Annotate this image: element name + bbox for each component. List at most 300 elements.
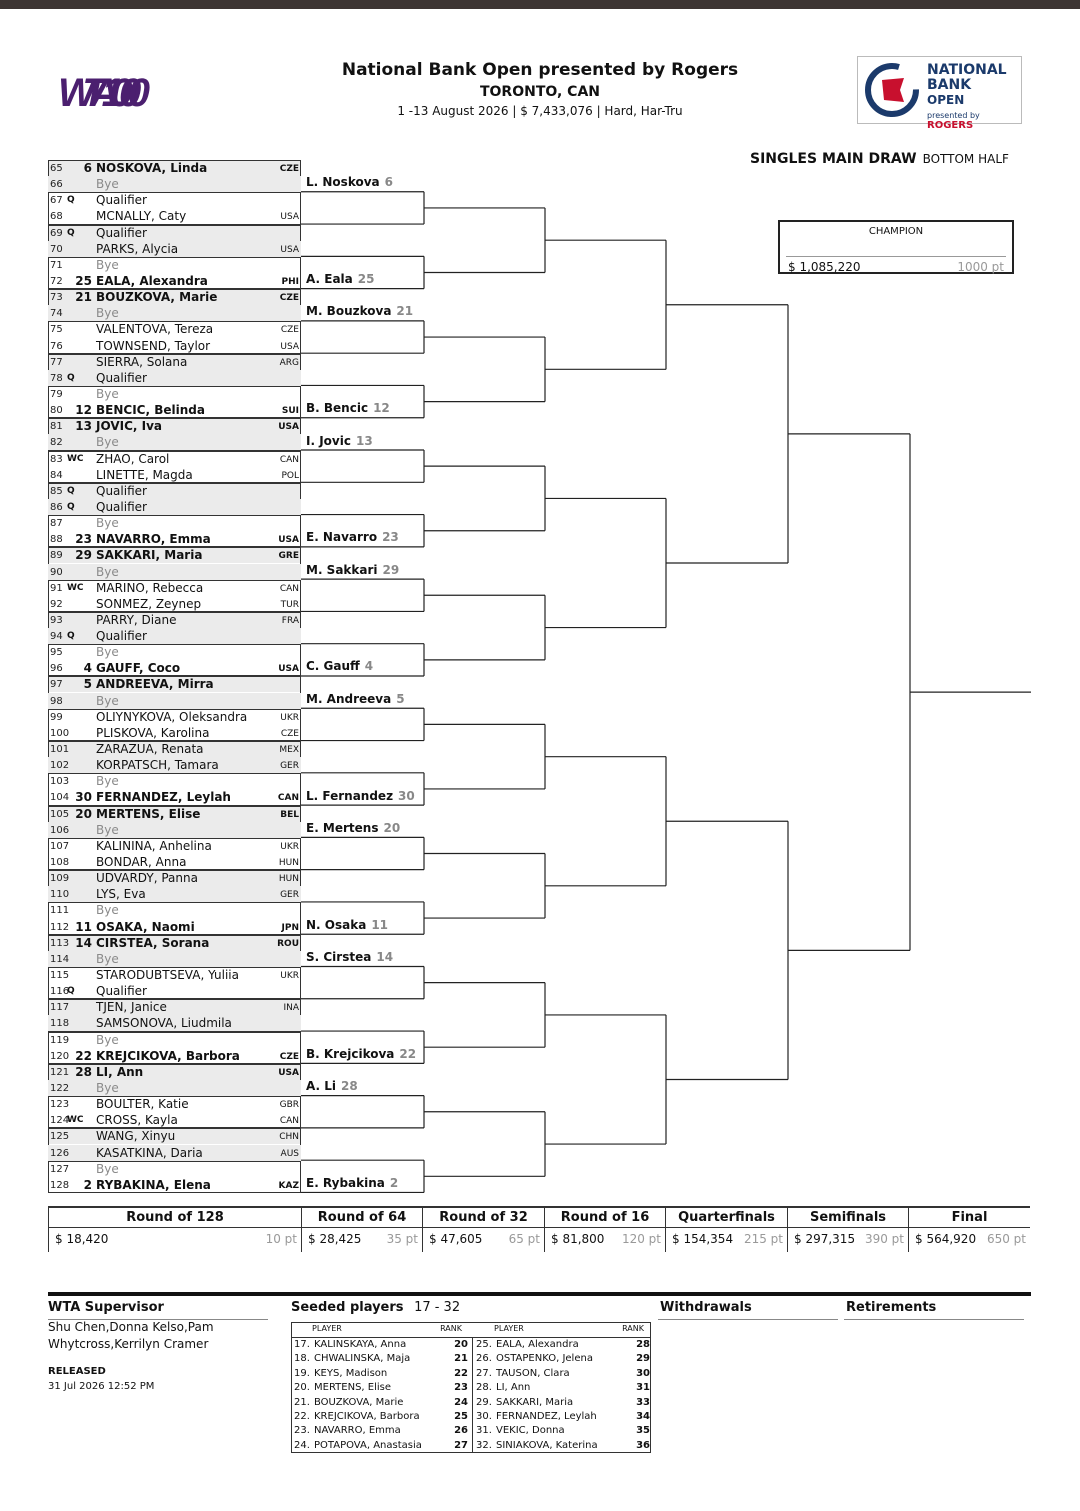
draw-position: 121 [50, 1066, 70, 1078]
round-column [665, 1206, 787, 1252]
player-name: TJEN, Janice [96, 1000, 167, 1015]
player-name: FERNANDEZ, Leylah [96, 790, 231, 805]
player-nationality: KAZ [278, 1180, 299, 1191]
seed-row [294, 1439, 468, 1453]
draw-entry [48, 305, 301, 321]
player-nationality: GER [280, 761, 299, 772]
draw-entry [48, 919, 301, 935]
player-name: Qualifier [96, 499, 147, 514]
draw-entry [48, 693, 301, 709]
r64-winner [306, 918, 388, 932]
entry-tag: WC [67, 453, 84, 464]
draw-position: 110 [50, 889, 70, 901]
player-name: VALENTOVA, Tereza [96, 322, 214, 337]
player-nationality: USA [278, 1067, 299, 1078]
entry-seed: 25 [75, 273, 92, 288]
draw-position: 87 [50, 518, 63, 530]
seed-rank: 28 [636, 1339, 650, 1350]
seed-row [294, 1352, 468, 1366]
player-nationality: GER [280, 890, 299, 901]
entry-seed: 11 [75, 919, 92, 934]
player-name: MCNALLY, Caty [96, 209, 187, 224]
withdrawals-title: Withdrawals [660, 1300, 752, 1315]
player-name: NAVARRO, Emma [96, 532, 211, 547]
winner-seed: 23 [382, 530, 399, 545]
winner-name: M. Sakkari [306, 562, 378, 577]
draw-entry [48, 886, 301, 902]
round-column [544, 1206, 665, 1252]
draw-entry [48, 725, 301, 741]
player-name: OLIYNYKOVA, Oleksandra [96, 709, 248, 724]
seed-rank: 30 [636, 1367, 650, 1379]
seed-player: CHWALINSKA, Maja [314, 1353, 411, 1365]
r64-winner [306, 530, 399, 544]
player-nationality: PHI [281, 276, 299, 287]
draw-entry [48, 176, 301, 192]
player-name: Bye [96, 951, 119, 966]
seed-row [476, 1396, 650, 1410]
winner-seed: 25 [357, 272, 375, 287]
draw-position: 75 [50, 324, 63, 336]
seed-rank: 35 [636, 1425, 650, 1437]
entry-seed: 29 [75, 548, 92, 563]
winner-seed: 11 [371, 917, 389, 932]
player-name: Qualifier [96, 370, 147, 385]
draw-position: 81 [50, 421, 63, 433]
draw-position: 114 [50, 953, 70, 965]
player-name: Bye [96, 903, 119, 918]
player-nationality: USA [278, 422, 299, 433]
winner-name: C. Gauff [306, 659, 360, 674]
seed-rank: 22 [454, 1367, 468, 1379]
draw-position: 107 [50, 840, 70, 852]
r64-winner [306, 789, 415, 803]
winner-seed: 5 [396, 691, 405, 706]
draw-position: 73 [50, 292, 63, 304]
player-nationality: UKR [280, 712, 299, 723]
player-nationality: MEX [279, 745, 299, 756]
player-nationality: CZE [280, 728, 299, 739]
seed-player: MERTENS, Elise [314, 1382, 392, 1394]
player-nationality: CAN [277, 793, 299, 804]
player-nationality: HUN [278, 858, 299, 869]
seed-row [476, 1381, 650, 1395]
seed-header-rank: RANK [440, 1324, 462, 1333]
player-nationality: GBR [279, 1100, 299, 1111]
player-name: Qualifier [96, 984, 147, 999]
player-nationality: UKR [280, 841, 299, 852]
nbo-line1: NATIONAL [927, 62, 1007, 78]
seed-row [476, 1367, 650, 1381]
seed-number: 24. [294, 1439, 310, 1451]
round-prize: $ 81,800 [551, 1232, 605, 1246]
wta-logo-text: WTA 1000 [58, 71, 150, 114]
player-nationality: INA [283, 1003, 299, 1014]
seed-header-player: PLAYER [312, 1324, 342, 1333]
player-nationality: CZE [279, 1051, 299, 1062]
nbo-line2: BANK [927, 77, 972, 93]
draw-entry [48, 628, 301, 644]
seed-row [476, 1352, 650, 1366]
draw-position: 106 [50, 824, 70, 836]
draw-position: 95 [50, 647, 63, 659]
round-prize-table [48, 1206, 1030, 1252]
seed-number: 20. [294, 1382, 310, 1394]
draw-entry [48, 338, 301, 354]
seed-row [294, 1367, 468, 1381]
draw-position: 102 [50, 760, 70, 772]
player-name: Bye [96, 822, 119, 837]
round-name: Semifinals [809, 1210, 887, 1225]
seed-player: KEYS, Madison [314, 1367, 388, 1379]
draw-half: BOTTOM HALF [922, 152, 1009, 166]
draw-position: 79 [50, 388, 63, 400]
draw-position: 128 [50, 1179, 70, 1191]
seed-rank: 33 [636, 1396, 650, 1408]
rogers-text: ROGERS [927, 120, 974, 131]
seed-number: 23. [294, 1425, 310, 1437]
player-name: SONMEZ, Zeynep [96, 596, 202, 611]
entry-tag: WC [67, 582, 84, 593]
draw-position: 74 [50, 308, 63, 320]
draw-position: 68 [50, 211, 63, 223]
player-nationality: BEL [280, 809, 299, 820]
round-name: Quarterfinals [678, 1210, 775, 1225]
draw-position: 123 [50, 1099, 70, 1111]
seed-number: 18. [294, 1353, 310, 1365]
seed-rank: 29 [636, 1353, 650, 1365]
seed-row [476, 1439, 650, 1453]
seed-number: 17. [294, 1339, 310, 1350]
player-name: ZHAO, Carol [96, 451, 170, 466]
player-name: STARODUBTSEVA, Yuliia [96, 968, 239, 982]
seed-rank: 34 [636, 1411, 650, 1422]
entry-tag: Q [67, 195, 75, 206]
round-prize: $ 47,605 [429, 1232, 483, 1246]
r64-winner [306, 401, 390, 415]
draw-position: 89 [50, 550, 63, 562]
seed-number: 30. [476, 1411, 492, 1422]
player-name: TOWNSEND, Taylor [96, 338, 211, 353]
player-nationality: CAN [279, 583, 299, 594]
entry-seed: 5 [83, 677, 92, 692]
winner-name: M. Bouzkova [306, 304, 392, 319]
player-nationality: CZE [279, 293, 299, 304]
nbo-line3: OPEN [927, 93, 965, 107]
draw-entry [48, 1145, 301, 1161]
winner-name: E. Rybakina [306, 1175, 385, 1190]
seed-row [294, 1338, 468, 1352]
player-name: Bye [96, 564, 119, 579]
r64-winner [306, 272, 374, 286]
player-name: SIERRA, Solana [96, 354, 188, 369]
winner-seed: 29 [382, 562, 400, 577]
winner-seed: 2 [389, 1175, 399, 1190]
player-nationality: CZE [279, 164, 299, 174]
draw-position: 101 [50, 744, 70, 756]
entry-seed: 14 [75, 935, 92, 950]
player-name: Bye [96, 1161, 119, 1176]
winner-seed: 21 [396, 304, 414, 319]
player-name: NOSKOVA, Linda [96, 161, 208, 175]
entry-seed: 12 [75, 403, 92, 418]
round-points: 10 pt [265, 1232, 297, 1246]
player-name: PLISKOVA, Karolina [96, 725, 210, 740]
seed-row [476, 1338, 650, 1352]
seed-rank: 36 [636, 1439, 650, 1451]
player-name: LI, Ann [96, 1064, 144, 1079]
champion-prize: $ 1,085,220 [788, 260, 861, 274]
draw-position: 126 [50, 1147, 70, 1159]
entry-tag: Q [67, 986, 75, 997]
player-name: EALA, Alexandra [96, 273, 208, 288]
player-name: KALININA, Anhelina [96, 838, 212, 853]
champion-label: CHAMPION [868, 226, 924, 237]
seed-row [294, 1424, 468, 1438]
draw-position: 77 [50, 356, 63, 368]
player-name: Qualifier [96, 483, 147, 498]
round-points: 65 pt [508, 1232, 540, 1246]
r64-winner [306, 692, 405, 706]
winner-name: E. Mertens [306, 820, 379, 835]
r64-winner [306, 434, 373, 448]
draw-entry [48, 564, 301, 580]
player-name: BONDAR, Anna [96, 855, 187, 870]
player-name: Bye [96, 386, 119, 401]
winner-name: L. Fernandez [306, 788, 394, 803]
draw-position: 127 [50, 1163, 70, 1175]
draw-position: 65 [50, 163, 63, 174]
round-name: Final [951, 1210, 988, 1225]
player-name: RYBAKINA, Elena [96, 1177, 211, 1192]
draw-entry [48, 1080, 301, 1096]
player-name: LINETTE, Magda [96, 467, 193, 482]
player-name: KASATKINA, Daria [96, 1145, 203, 1160]
seed-rank: 26 [454, 1425, 468, 1437]
entry-seed: 13 [75, 419, 92, 434]
draw-position: 124 [50, 1115, 70, 1127]
player-name: WANG, Xinyu [96, 1129, 176, 1144]
player-name: Bye [96, 1032, 119, 1047]
draw-position: 76 [50, 340, 63, 352]
seed-rank: 23 [454, 1382, 468, 1394]
draw-entry [48, 596, 301, 612]
player-name: ANDREEVA, Mirra [96, 677, 214, 692]
entry-tag: Q [67, 227, 75, 238]
player-name: Qualifier [96, 193, 147, 208]
round-prize: $ 154,354 [672, 1232, 734, 1246]
draw-position: 66 [50, 179, 63, 191]
player-nationality: HUN [278, 874, 299, 885]
round-prize: $ 564,920 [915, 1232, 977, 1246]
draw-entry [48, 208, 301, 224]
draw-position: 100 [50, 727, 70, 739]
draw-entry [48, 1177, 301, 1193]
seed-player: SINIAKOVA, Katerina [496, 1439, 598, 1451]
round-points: 390 pt [864, 1232, 904, 1246]
player-name: JOVIC, Iva [96, 419, 163, 434]
player-name: Qualifier [96, 629, 147, 644]
draw-position: 99 [50, 711, 63, 723]
seed-rank: 27 [454, 1439, 468, 1451]
winner-name: A. Eala [306, 272, 353, 287]
draw-position: 93 [50, 614, 63, 626]
winner-seed: 28 [341, 1079, 358, 1094]
player-name: Bye [96, 516, 119, 531]
entry-seed: 23 [75, 532, 92, 547]
draw-position: 69 [50, 227, 63, 239]
seed-rank: 21 [454, 1353, 468, 1365]
entry-seed: 4 [83, 661, 92, 676]
entry-seed: 22 [75, 1048, 92, 1063]
entry-tag: Q [67, 631, 75, 642]
player-nationality: USA [278, 535, 299, 546]
draw-position: 117 [50, 1002, 70, 1014]
round-column [787, 1206, 908, 1252]
player-name: KREJCIKOVA, Barbora [96, 1048, 240, 1063]
seed-player: BOUZKOVA, Marie [314, 1396, 404, 1408]
seed-player: FERNANDEZ, Leylah [496, 1411, 597, 1422]
r64-winner [306, 950, 393, 964]
draw-entry [48, 983, 301, 999]
seeded-title: Seeded players [291, 1300, 404, 1315]
winner-seed: 4 [364, 659, 374, 674]
player-name: SAKKARI, Maria [96, 548, 203, 563]
draw-position: 111 [50, 905, 70, 917]
draw-position: 78 [50, 372, 63, 384]
round-points: 35 pt [386, 1232, 418, 1246]
draw-position: 85 [50, 485, 63, 497]
winner-name: S. Cirstea [306, 950, 372, 964]
draw-position: 82 [50, 437, 63, 449]
draw-position: 105 [50, 808, 70, 820]
draw-entry [48, 1112, 301, 1128]
player-name: Bye [96, 693, 119, 708]
seed-player: VEKIC, Donna [496, 1425, 565, 1437]
seed-player: LI, Ann [496, 1382, 531, 1394]
draw-entry [48, 1048, 301, 1064]
r64-winner [306, 175, 393, 189]
r64-winner [306, 304, 413, 318]
round-points: 215 pt [743, 1232, 783, 1246]
round-name: Round of 16 [560, 1210, 650, 1225]
seed-row [294, 1410, 468, 1424]
winner-seed: 13 [355, 433, 373, 448]
entry-seed: 28 [75, 1064, 92, 1079]
released-date: 31 Jul 2026 12:52 PM [48, 1381, 155, 1392]
round-name: Round of 32 [439, 1210, 528, 1225]
seed-rank: 24 [454, 1396, 468, 1408]
round-name: Round of 64 [317, 1210, 407, 1225]
seed-number: 25. [476, 1339, 492, 1350]
r64-winner [306, 1047, 416, 1061]
draw-position: 67 [50, 195, 63, 207]
seeded-players-table [291, 1322, 651, 1453]
draw-position: 90 [50, 566, 63, 578]
champion-points: 1000 pt [957, 260, 1004, 274]
player-name: UDVARDY, Panna [96, 871, 198, 886]
r64-winner [306, 821, 400, 835]
winner-seed: 20 [383, 820, 401, 835]
winner-name: B. Bencic [306, 401, 369, 416]
player-name: PARRY, Diane [96, 612, 177, 627]
tournament-title: National Bank Open presented by Rogers [341, 60, 739, 80]
player-name: BENCIC, Belinda [96, 403, 205, 418]
seed-number: 21. [294, 1396, 310, 1408]
player-name: BOUZKOVA, Marie [96, 290, 218, 305]
tournament-details: 1 -13 August 2026 | $ 7,433,076 | Hard, Har-Tru [397, 104, 683, 118]
seed-header-rank-2: RANK [622, 1324, 644, 1333]
seeded-range: 17 - 32 [414, 1300, 461, 1315]
entry-seed: 6 [83, 161, 92, 175]
player-nationality: USA [280, 341, 299, 352]
draw-position: 94 [50, 631, 63, 643]
player-nationality: JPN [281, 922, 299, 933]
seed-number: 27. [476, 1367, 492, 1379]
round-prize: $ 18,420 [55, 1232, 109, 1246]
seed-rank: 31 [636, 1382, 650, 1394]
draw-position: 122 [50, 1082, 70, 1094]
draw-title: SINGLES MAIN DRAW [750, 151, 917, 167]
player-nationality: CZE [280, 325, 299, 336]
winner-name: I. Jovic [306, 433, 351, 448]
seed-player: NAVARRO, Emma [314, 1425, 401, 1437]
entry-tag: Q [67, 372, 75, 383]
draw-position: 96 [50, 663, 63, 675]
draw-position: 119 [50, 1034, 70, 1046]
player-name: Bye [96, 177, 119, 192]
draw-position: 92 [50, 598, 63, 610]
player-nationality: AUS [280, 1148, 299, 1159]
winner-seed: 14 [376, 950, 394, 964]
player-name: OSAKA, Naomi [96, 919, 195, 934]
winner-name: B. Krejcikova [306, 1046, 395, 1061]
winner-name: N. Osaka [306, 917, 367, 932]
player-name: Bye [96, 645, 119, 660]
draw-position: 84 [50, 469, 63, 481]
seed-number: 28. [476, 1382, 492, 1394]
player-name: PARKS, Alycia [96, 241, 179, 256]
player-nationality: FRA [281, 615, 299, 626]
winner-name: A. Li [306, 1079, 337, 1094]
round-points: 120 pt [621, 1232, 661, 1246]
released-label: RELEASED [48, 1366, 106, 1377]
player-name: Bye [96, 435, 119, 450]
entry-seed: 20 [75, 806, 92, 821]
player-nationality: ROU [277, 938, 299, 949]
draw-position: 86 [50, 501, 63, 513]
round-column [48, 1206, 301, 1252]
draw-entry [48, 757, 301, 773]
seed-number: 26. [476, 1353, 492, 1365]
supervisor-names: Shu Chen,Donna Kelso,Pam Whytcross,Kerrilyn Cramer [48, 1320, 214, 1351]
draw-position: 112 [50, 921, 70, 933]
draw-entry [48, 467, 301, 483]
round-prize: $ 297,315 [794, 1232, 856, 1246]
player-nationality: ARG [279, 357, 299, 368]
player-nationality: USA [280, 212, 299, 223]
winner-name: M. Andreeva [306, 691, 392, 706]
retirements-title: Retirements [846, 1300, 937, 1315]
seed-player: TAUSON, Clara [496, 1367, 570, 1379]
seed-row [476, 1424, 650, 1438]
draw-position: 104 [50, 792, 70, 804]
draw-entry [48, 531, 301, 547]
round-name: Round of 128 [126, 1210, 224, 1225]
winner-name: E. Navarro [306, 530, 378, 545]
draw-position: 97 [50, 679, 63, 691]
seed-number: 22. [294, 1411, 310, 1422]
